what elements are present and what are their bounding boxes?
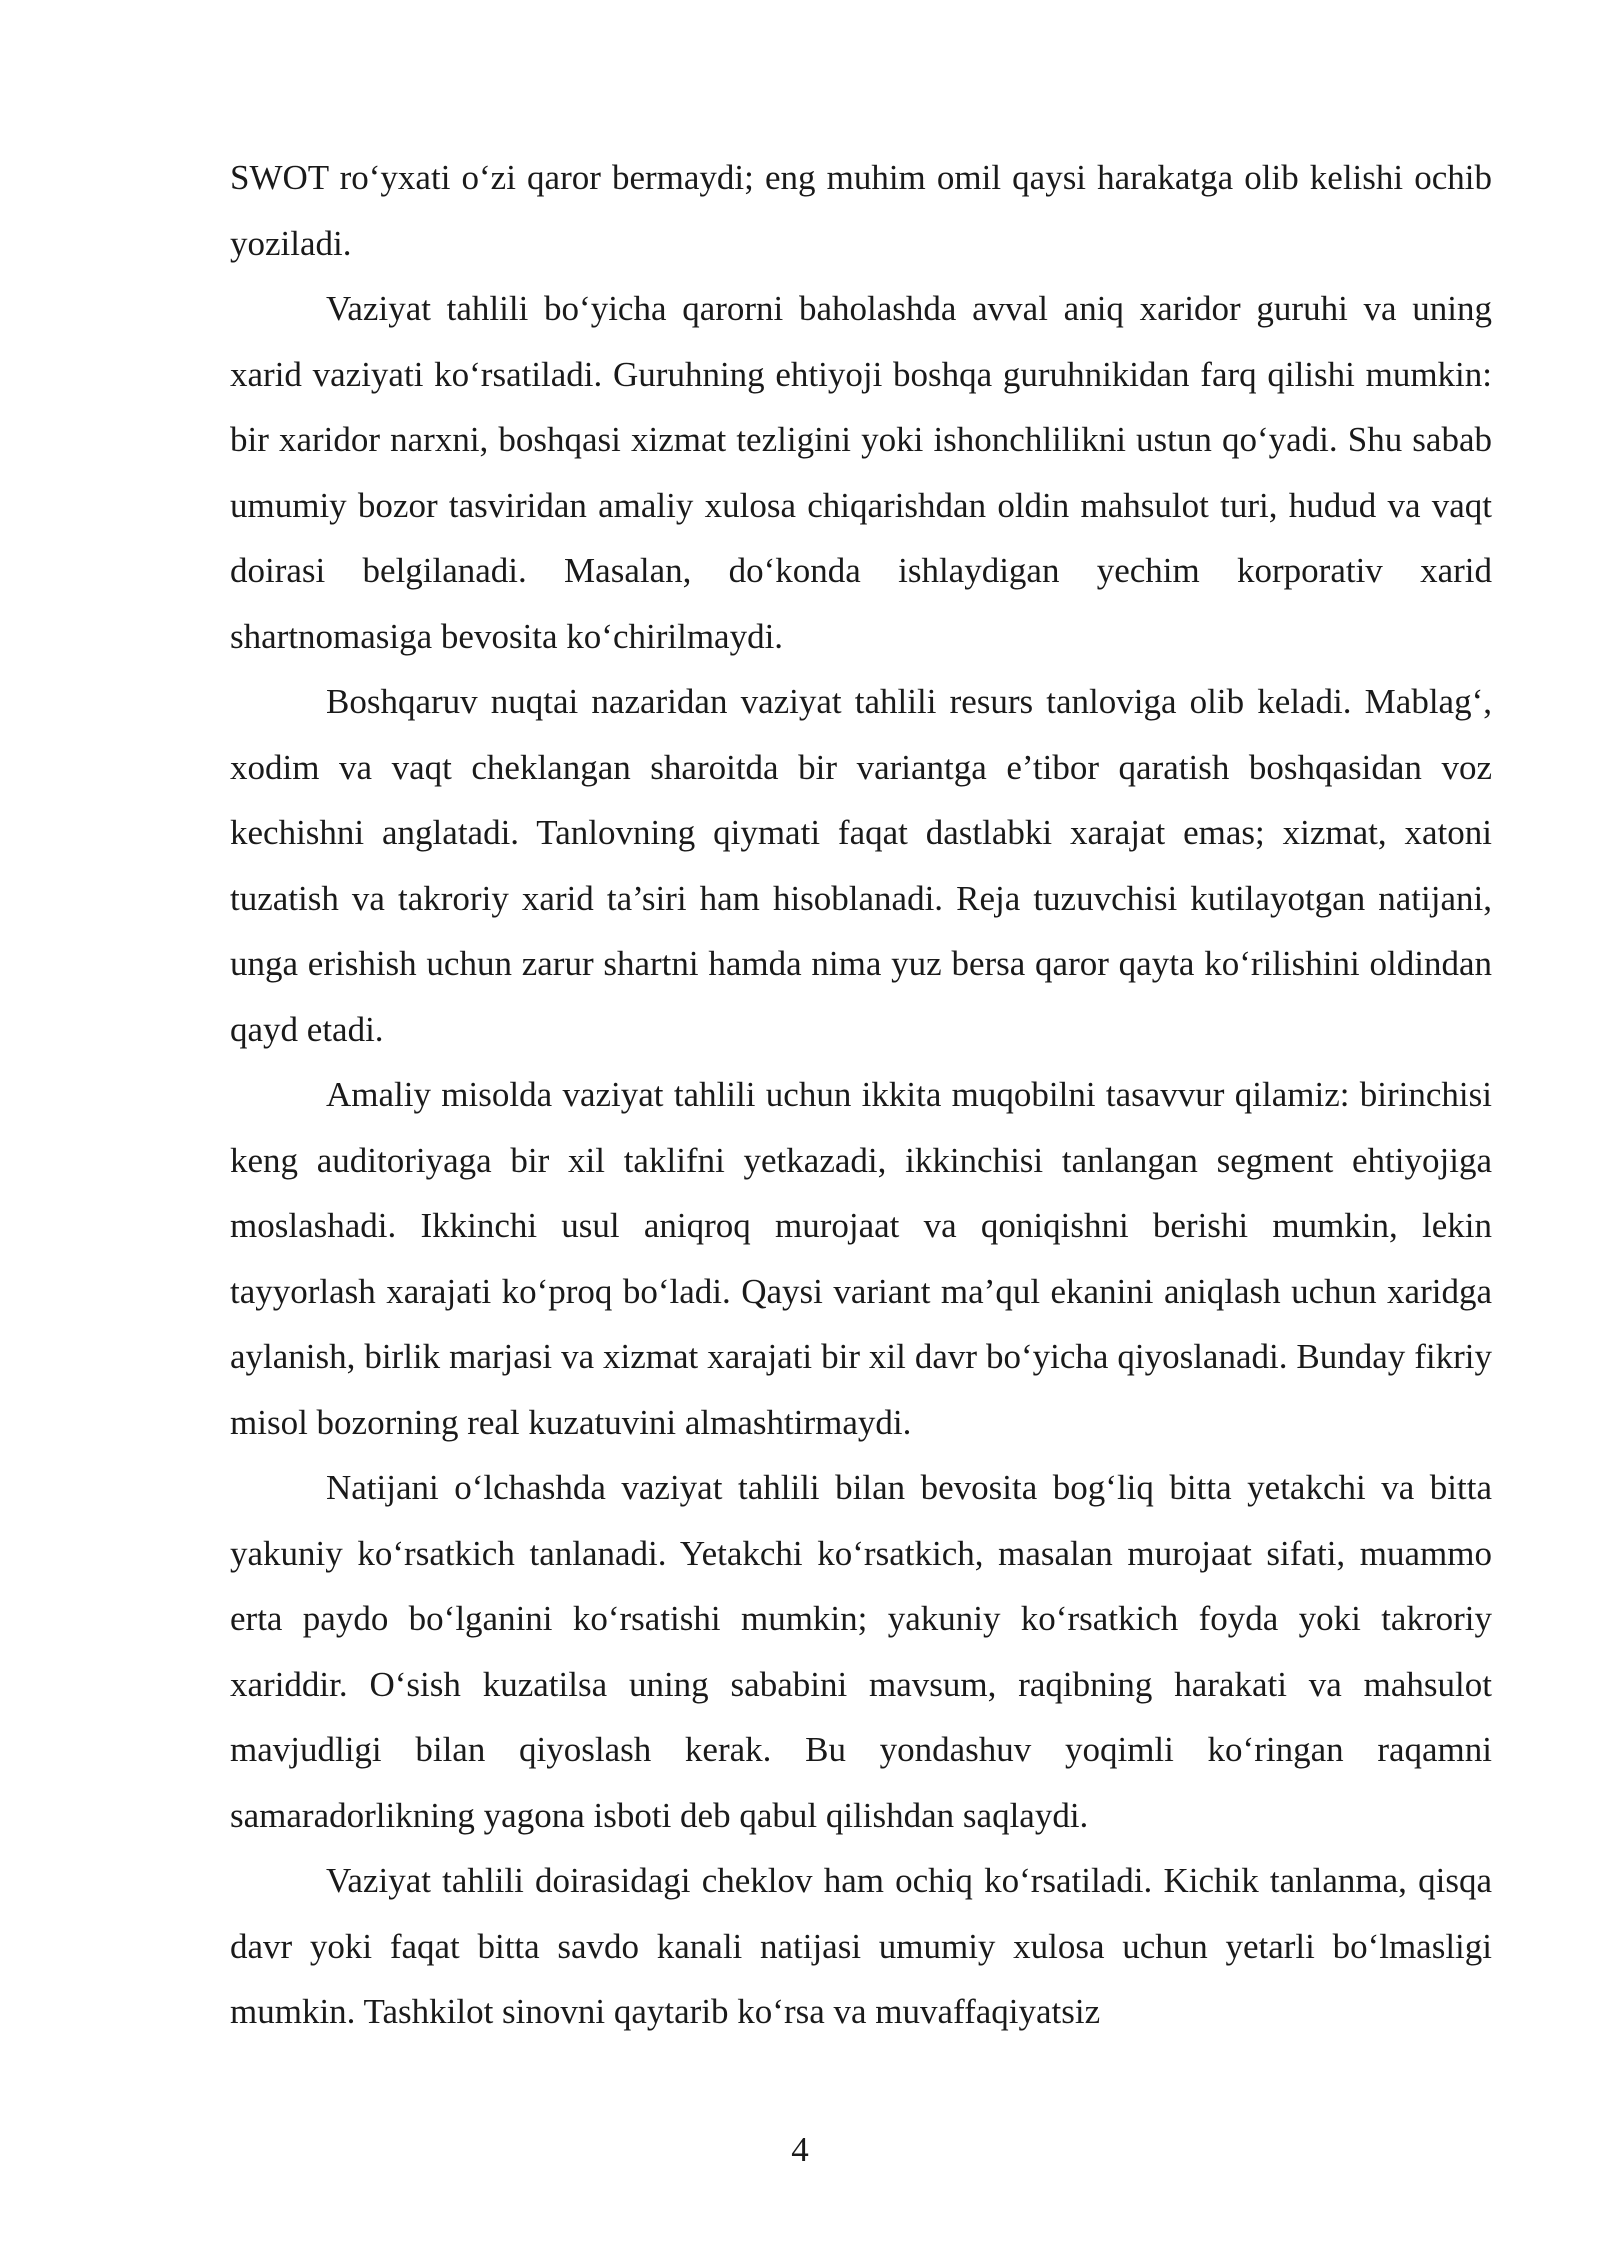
paragraph-practical-example: Amaliy misolda vaziyat tahlili uchun ikkita muqobilni tasavvur qilamiz: birinchisi keng auditoriyaga bir xil taklifni yetkazadi, ikkinchisi tanlangan segment ehtiyojiga moslashadi. Ikkinchi usul aniqroq murojaat va qoniqishni berishi mumkin, lekin tayyorlash xarajati ko‘proq bo‘ladi. Qaysi variant ma’qul ekanini aniqlash uchun xaridga aylanish, birlik marjasi va xizmat xarajati bir xil davr bo‘yicha qiyoslanadi. Bunday fikriy misol bozorning real kuzatuvini almashtirmaydi. — [230, 1075, 1492, 1442]
paragraph-buyer-group: Vaziyat tahlili bo‘yicha qarorni baholashda avval aniq xaridor guruhi va uning xarid vaziyati ko‘rsatiladi. Guruhning ehtiyoji boshqa guruhnikidan farq qilishi mumkin: bir xaridor narxni, boshqasi xizmat tezligini yoki ishonchlilikni ustun qo‘yadi. Shu sabab umumiy bozor tasviridan amaliy xulosa chiqarishdan oldin mahsulot turi, hudud va vaqt doirasi belgilanadi. Masalan, do‘konda ishlaydigan yechim korporativ xarid shartnomasiga bevosita ko‘chirilmaydi. — [230, 289, 1492, 656]
page-number: 4 — [791, 2130, 809, 2169]
paragraph-limitations: Vaziyat tahlili doirasidagi cheklov ham ochiq ko‘rsatiladi. Kichik tanlanma, qisqa davr yoki faqat bitta savdo kanali natijasi umumiy xulosa uchun yetarli bo‘lmasligi mumkin. Tashkilot sinovni qaytarib ko‘rsa va muvaffaqiyatsiz — [230, 1861, 1492, 2031]
paragraph-continuation: SWOT ro‘yxati o‘zi qaror bermaydi; eng muhim omil qaysi harakatga olib kelishi ochib yoziladi. — [230, 158, 1492, 263]
paragraph-resource-choice: Boshqaruv nuqtai nazaridan vaziyat tahlili resurs tanloviga olib keladi. Mablag‘, xodim va vaqt cheklangan sharoitda bir variantga e’tibor qaratish boshqasidan voz kechishni anglatadi. Tanlovning qiymati faqat dastlabki xarajat emas; xizmat, xatoni tuzatish va takroriy xarid ta’siri ham hisoblanadi. Reja tuzuvchisi kutilayotgan natijani, unga erishish uchun zarur shartni hamda nima yuz bersa qaror qayta ko‘rilishini oldindan qayd etadi. — [230, 682, 1492, 1049]
document-body — [230, 145, 1492, 2045]
paragraph-measuring-results: Natijani o‘lchashda vaziyat tahlili bilan bevosita bog‘liq bitta yetakchi va bitta yakuniy ko‘rsatkich tanlanadi. Yetakchi ko‘rsatkich, masalan murojaat sifati, muammo erta paydo bo‘lganini ko‘rsatishi mumkin; yakuniy ko‘rsatkich foyda yoki takroriy xariddir. O‘sish kuzatilsa uning sababini mavsum, raqibning harakati va mahsulot mavjudligi bilan qiyoslash kerak. Bu yondashuv yoqimli ko‘ringan raqamni samaradorlikning yagona isboti deb qabul qilishdan saqlaydi. — [230, 1468, 1492, 1835]
